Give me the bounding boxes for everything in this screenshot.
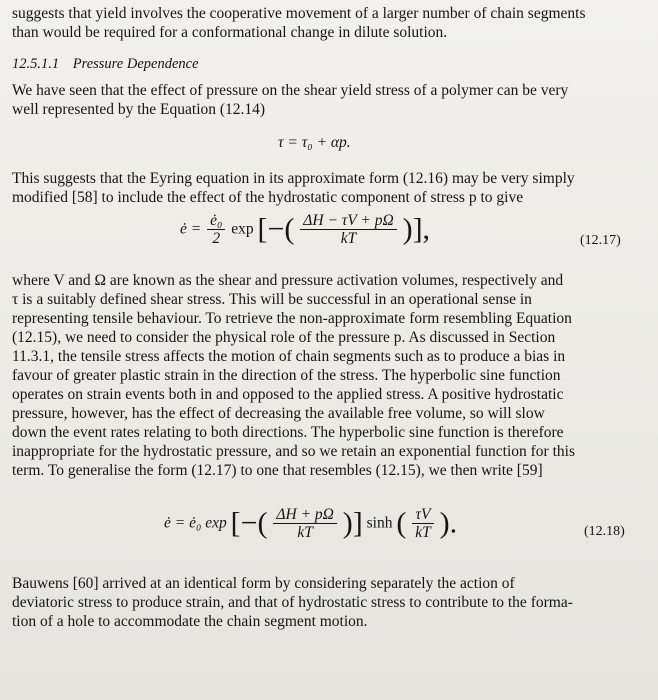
text-line: well represented by the Equation (12.14) bbox=[12, 101, 266, 118]
text-line: modified [58] to include the effect of the hydrostatic component of stress p to give bbox=[12, 189, 524, 206]
eq-close-paren: ). bbox=[439, 506, 458, 540]
text-line: pressure, however, has the effect of decreasing the available free volume, so will slow bbox=[12, 405, 545, 422]
text-line: term. To generalise the form (12.17) to one that resembles (12.15), we then write [59] bbox=[12, 462, 543, 479]
text-line: than would be required for a conformational change in dilute solution. bbox=[12, 24, 448, 41]
section-title: Pressure Dependence bbox=[72, 56, 199, 72]
eq-fraction bbox=[412, 506, 434, 541]
eq-close-bracket: )], bbox=[402, 212, 431, 246]
text-line: We have seen that the effect of pressure on the shear yield stress of a polymer can be very bbox=[12, 82, 569, 99]
fraction-numerator: ė₀ bbox=[207, 212, 225, 230]
eq-lhs: ė = ė₀ exp bbox=[164, 514, 227, 532]
text-line: where V and Ω are known as the shear and pressure activation volumes, respectively and bbox=[12, 272, 564, 289]
text-line: inappropriate for the hydrostatic pressure, and so we retain an exponential function for this bbox=[12, 443, 575, 460]
equation-label: (12.18) bbox=[584, 524, 625, 539]
fraction-numerator: ΔH − τV + pΩ bbox=[300, 212, 396, 230]
eq-function: exp bbox=[231, 220, 254, 238]
text-line: favour of greater plastic strain in the direction of the stress. The hyperbolic sine function bbox=[12, 367, 561, 384]
text-line: This suggests that the Eyring equation in its approximate form (12.16) may be very simply bbox=[12, 170, 575, 187]
text-line: τ is a suitably defined shear stress. This will be successful in an operational sense in bbox=[12, 291, 532, 308]
eq-lhs: ė = bbox=[180, 220, 202, 238]
text-line: 11.3.1, the tensile stress affects the motion of chain segments such as to produce a bias in bbox=[12, 348, 566, 365]
fraction-denominator: kT bbox=[297, 524, 313, 541]
text-line: tion of a hole to accommodate the chain segment motion. bbox=[12, 613, 368, 630]
eq-open-paren: ( bbox=[396, 506, 407, 540]
eq-open-bracket: [−( bbox=[230, 506, 268, 540]
text-line: deviatoric stress to produce strain, and that of hydrostatic stress to contribute to the forma- bbox=[12, 594, 573, 611]
text-line: operates on strain events both in and opposed to the applied stress. A positive hydrostatic bbox=[12, 386, 564, 403]
eq-close-bracket: )] bbox=[342, 506, 363, 540]
eq-fraction bbox=[300, 212, 396, 247]
text-line: Bauwens [60] arrived at an identical form by considering separately the action of bbox=[12, 575, 515, 592]
fraction-denominator: kT bbox=[340, 230, 357, 247]
equation-12-18 bbox=[164, 506, 457, 541]
eq-fraction bbox=[273, 506, 336, 541]
text-line: suggests that yield involves the cooperative movement of a larger number of chain segments bbox=[12, 5, 586, 22]
fraction-numerator: ΔH + pΩ bbox=[273, 506, 336, 524]
equation-12-14: τ = τ₀ + αp. bbox=[278, 134, 351, 151]
section-number: 12.5.1.1 bbox=[12, 56, 60, 72]
fraction-numerator: τV bbox=[412, 506, 434, 524]
eq-open-bracket: [−( bbox=[257, 212, 295, 246]
section-heading bbox=[12, 55, 199, 73]
fraction-denominator: kT bbox=[415, 524, 431, 541]
text-line: (12.15), we need to consider the physical role of the pressure p. As discussed in Section bbox=[12, 329, 556, 346]
fraction-denominator: 2 bbox=[212, 230, 221, 247]
equation-12-17 bbox=[180, 212, 430, 247]
text-line: down the event rates relating to both directions. The hyperbolic sine function is therefore bbox=[12, 424, 564, 441]
eq-coefficient bbox=[207, 212, 225, 247]
eq-function: sinh bbox=[366, 514, 393, 532]
equation-label: (12.17) bbox=[580, 233, 621, 248]
text-line: representing tensile behaviour. To retrieve the non-approximate form resembling Equation bbox=[12, 310, 572, 327]
